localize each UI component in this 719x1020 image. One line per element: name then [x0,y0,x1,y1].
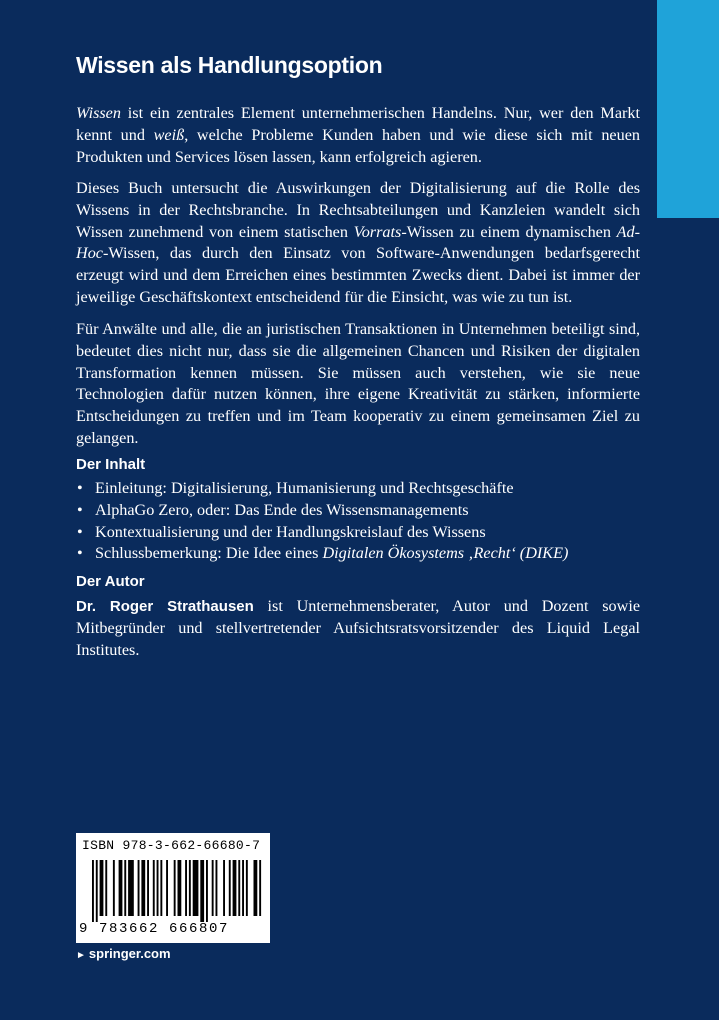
barcode-bar [119,860,123,916]
text-span: Dieses Buch untersucht die Auswirkungen der Digitalisierung auf die Rolle des Wissens in der Rechtsbranche. In Rechtsabteilungen und Kanzleien wandelt sich Wissen zunehmend von einem statischen [76,179,640,241]
text-span: , welche Probleme Kunden haben und wie diese sich mit neuen Produkten und Services lösen lassen, kann erfolgreich agieren. [76,125,640,166]
publisher-url-text: springer.com [88,946,171,961]
barcode-bar [242,860,244,916]
audience-text: Für Anwälte und alle, die an juristischen Transaktionen in Unternehmen beteiligt sind, bedeutet dies nicht nur, dass sie die allgemeinen Chancen und Risiken der digitalen Transformation kennen müssen. Sie müssen auch verstehen, wie sie neue Technologien dafür nutzen können, ihre eigene Kreativität zu stärken, informierte Entscheidungen zu treffen und im Team kooperativ zu einem gemeinsamen Ziel zu gelangen. [76,320,640,447]
barcode-bar [157,860,159,916]
barcode-bar [238,860,240,916]
barcode-bar [128,860,134,916]
barcode-bar [96,860,98,922]
barcode-bar [105,860,107,916]
contents-item-emphasis: Digitalen Ökosystems ‚Recht‘ (DIKE) [322,544,569,563]
barcode-bar [223,860,225,916]
barcode-bar [141,860,145,916]
barcode-bar [185,860,187,916]
barcode-bar [147,860,149,916]
barcode-bar [206,860,208,922]
barcode-bar [193,860,199,916]
barcode-bar [246,860,248,916]
contents-item-text: Schlussbemerkung: Die Idee eines [95,544,323,563]
author-heading: Der Autor [76,573,145,590]
barcode-bar [92,860,94,922]
book-title: Wissen als Handlungsoption [76,52,383,78]
accent-color-tab [657,0,719,218]
contents-item [76,522,646,544]
barcode-bar [189,860,191,916]
bullet-icon: • [77,479,83,497]
barcode-bar [254,860,258,916]
description-paragraph [76,178,640,309]
contents-item [76,500,646,522]
emphasis-adhoc: Ad-Hoc [76,222,640,263]
barcode-bar [166,860,168,916]
barcode-bar [200,860,204,922]
emphasis-wissen: Wissen [76,104,121,122]
contents-item [76,478,646,500]
barcode-bar [212,860,214,916]
author-name: Dr. Roger Strathausen [76,598,254,615]
text-span: -Wissen zu einem dynamischen [401,222,617,241]
barcode-bar [160,860,162,916]
barcode-bar [153,860,155,916]
contents-item [76,543,646,565]
text-span: ist ein zentrales Element unternehmerischen Handelns. Nur, wer den Markt kennt und [76,104,640,144]
publisher-url[interactable] [76,946,171,961]
barcode-bar [233,860,237,916]
contents-item-text: Kontextualisierung und der Handlungskreislauf des Wissens [95,522,486,541]
bullet-icon: • [77,500,83,519]
isbn-barcode [76,833,270,943]
author-bio-text: ist Unternehmensberater, Autor und Dozent sowie Mitbegründer und stellvertretender Aufsichtsratsvorsitzender des Liquid Legal Institutes. [76,597,641,659]
barcode-bar [100,860,104,916]
barcode-bar [178,860,182,916]
author-bio [76,596,640,661]
barcode-icon [92,860,262,922]
bullet-icon: • [77,544,83,563]
barcode-bar [259,860,261,916]
arrow-right-icon: ► [76,950,86,961]
audience-paragraph [76,319,640,450]
barcode-bar [113,860,115,916]
barcode-bar [216,860,218,916]
intro-paragraph [76,103,640,168]
emphasis-vorrats: Vorrats [353,222,402,241]
contents-list [76,478,646,565]
isbn-text: ISBN 978-3-662-66680-7 [82,838,261,853]
emphasis-weiss: weiß [153,125,185,144]
barcode-bar [124,860,126,916]
bullet-icon: • [77,522,83,541]
barcode-bar [229,860,231,916]
barcode-bar [174,860,176,916]
contents-item-text: AlphaGo Zero, oder: Das Ende des Wissensmanagements [95,500,469,519]
contents-heading: Der Inhalt [76,456,146,473]
text-span: -Wissen, das durch den Einsatz von Software-Anwendungen bedarfsgerecht erzeugt wird und dem Erreichen eines bestimmten Zwecks dient. Dabei ist immer der jeweilige Geschäftskontext entscheidend für die Einsicht, was wie zu tun ist. [76,244,640,306]
contents-item-text: Einleitung: Digitalisierung, Humanisierung und Rechtsgeschäfte [95,479,514,497]
ean-digits: 9 783662 666807 [79,921,230,937]
barcode-bar [138,860,140,916]
